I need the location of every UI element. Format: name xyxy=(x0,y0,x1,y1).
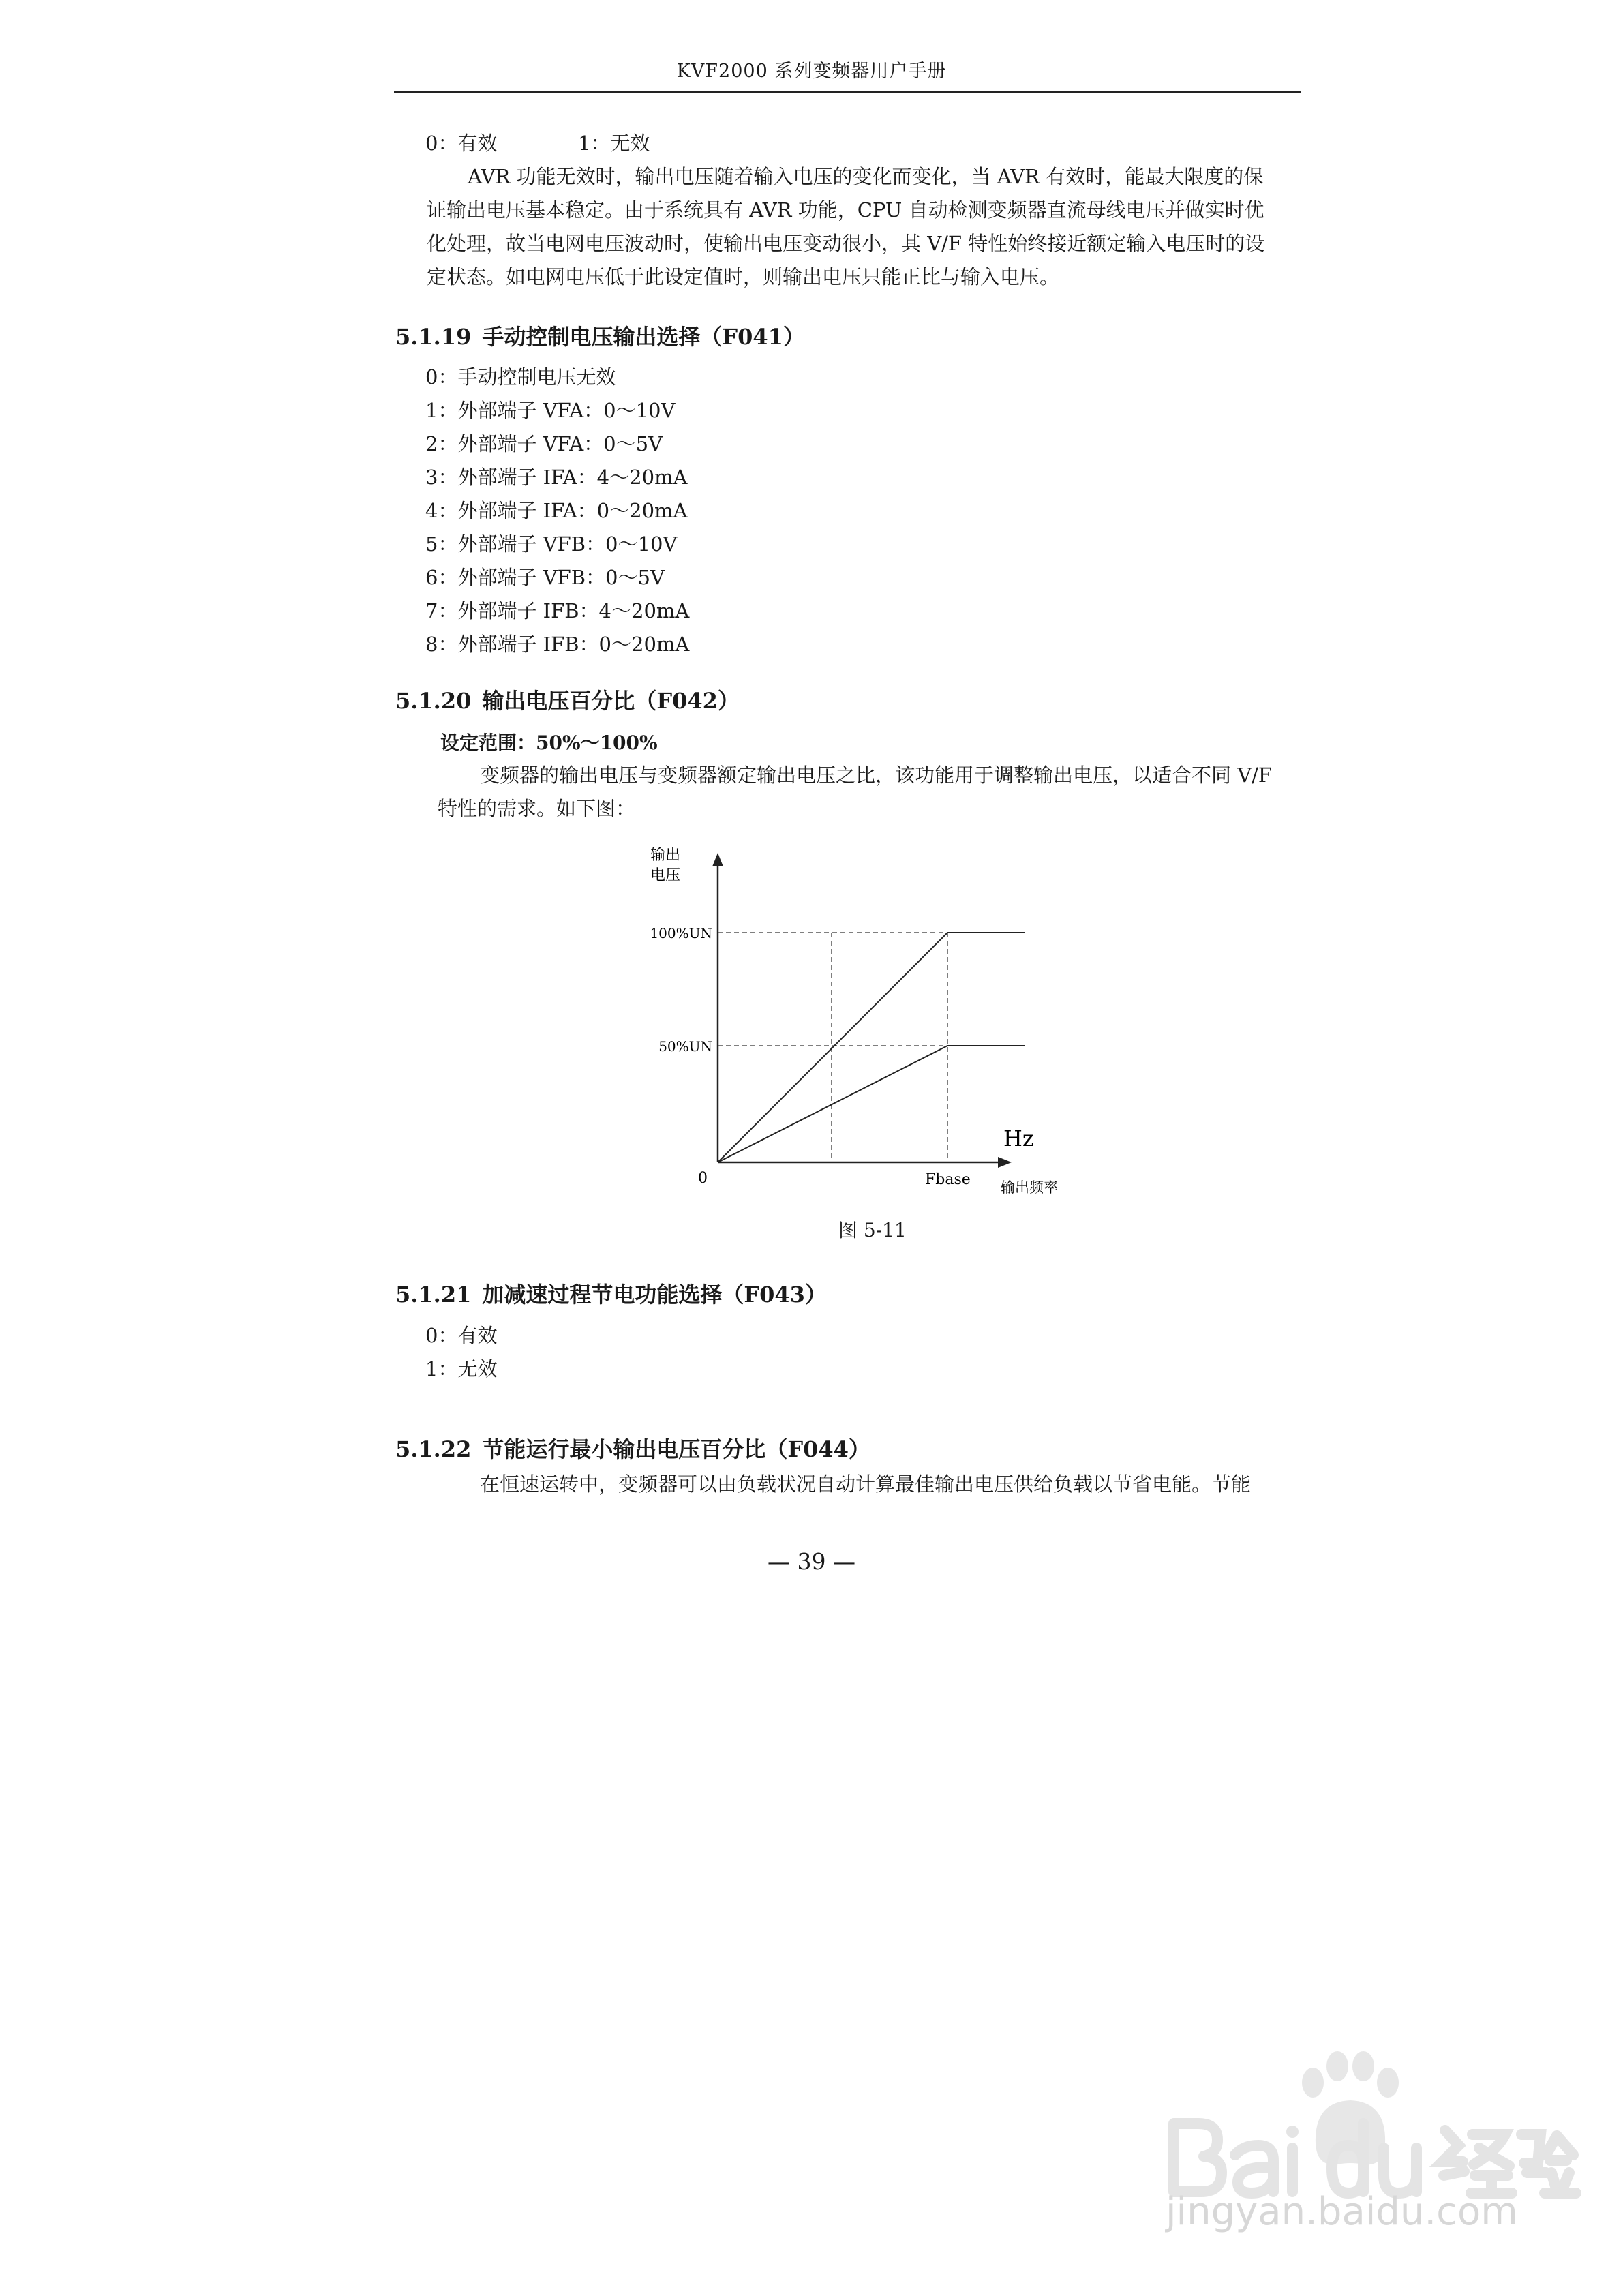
running-header: KVF2000 系列变频器用户手册 xyxy=(676,61,947,82)
section-heading-5-1-21 xyxy=(395,1278,827,1309)
list-item: 0：有效 xyxy=(425,1324,498,1347)
y-axis-label-line1: 输出 xyxy=(650,847,681,864)
f044-description: 在恒速运转中，变频器可以由负载状况自动计算最佳输出电压供给负载以节省电能。节能 xyxy=(480,1472,1252,1496)
vf-line-100 xyxy=(718,933,1025,1162)
f042-line-1: 变频器的输出电压与变频器额定输出电压之比，该功能用于调整输出电压，以适合不同 V/F xyxy=(480,764,1273,787)
x-axis-label: 输出频率 xyxy=(1001,1179,1058,1196)
avr-description xyxy=(427,160,1306,294)
list-item: 2：外部端子 VFA：0～5V xyxy=(425,432,663,455)
avr-line-4: 定状态。如电网电压低于此设定值时，则输出电压只能正比与输入电压。 xyxy=(427,265,1060,288)
section-title: 手动控制电压输出选择（F041） xyxy=(482,324,805,350)
label-100-un: 100%UN xyxy=(650,925,712,941)
list-item: 5：外部端子 VFB：0～10V xyxy=(425,532,678,556)
section-heading-5-1-20 xyxy=(395,684,740,715)
f042-setting-range: 设定范围：50%～100% xyxy=(440,731,658,754)
f043-options-list xyxy=(425,1319,497,1386)
label-50-un: 50%UN xyxy=(658,1038,712,1055)
y-axis-label-line2: 电压 xyxy=(650,867,681,884)
section-number: 5.1.21 xyxy=(395,1282,472,1308)
avr-line-3: 化处理，故当电网电压波动时，使输出电压变动很小，其 V/F 特性始终接近额定输入电压时的设 xyxy=(427,232,1265,255)
vf-line-50 xyxy=(718,1046,1025,1162)
figure-caption: 图 5-11 xyxy=(838,1219,907,1241)
section-title: 输出电压百分比（F042） xyxy=(482,688,740,714)
list-item: 7：外部端子 IFB：4～20mA xyxy=(425,599,690,622)
list-item: 8：外部端子 IFB：0～20mA xyxy=(425,633,690,656)
header-rule xyxy=(394,91,1301,93)
avr-option-0: 0：有效 xyxy=(425,132,498,155)
x-axis-arrow-icon xyxy=(998,1157,1012,1168)
fbase-label: Fbase xyxy=(925,1171,971,1188)
page-number: — 39 — xyxy=(768,1548,855,1575)
list-item: 0：手动控制电压无效 xyxy=(425,365,616,389)
section-title: 加减速过程节电功能选择（F043） xyxy=(482,1282,827,1308)
origin-label: 0 xyxy=(698,1170,708,1187)
avr-option-1: 1：无效 xyxy=(578,132,650,155)
list-item: 3：外部端子 IFA：4～20mA xyxy=(425,466,688,489)
avr-line-1: AVR 功能无效时，输出电压随着输入电压的变化而变化，当 AVR 有效时，能最大限度的保 xyxy=(468,165,1264,188)
avr-line-2: 证输出电压基本稳定。由于系统具有 AVR 功能，CPU 自动检测变频器直流母线电压并做实时优 xyxy=(427,198,1264,222)
y-axis-arrow-icon xyxy=(712,853,723,866)
section-number: 5.1.22 xyxy=(395,1436,472,1462)
vf-curve-figure xyxy=(613,835,1104,1203)
f042-line-2: 特性的需求。如下图： xyxy=(438,797,636,820)
list-item: 1：外部端子 VFA：0～10V xyxy=(425,399,676,422)
hz-unit-label: Hz xyxy=(1003,1126,1034,1151)
list-item: 4：外部端子 IFA：0～20mA xyxy=(425,499,688,522)
section-number: 5.1.20 xyxy=(395,688,472,714)
section-title: 节能运行最小输出电压百分比（F044） xyxy=(482,1436,870,1462)
f042-description xyxy=(438,759,1303,826)
list-item: 1：无效 xyxy=(425,1357,498,1380)
section-heading-5-1-19 xyxy=(395,320,805,351)
section-number: 5.1.19 xyxy=(395,324,472,350)
watermark-url: jingyan.baidu.com xyxy=(1166,2190,1518,2234)
section-heading-5-1-22 xyxy=(395,1432,870,1464)
f041-options-list xyxy=(425,361,689,661)
list-item: 6：外部端子 VFB：0～5V xyxy=(425,566,665,589)
